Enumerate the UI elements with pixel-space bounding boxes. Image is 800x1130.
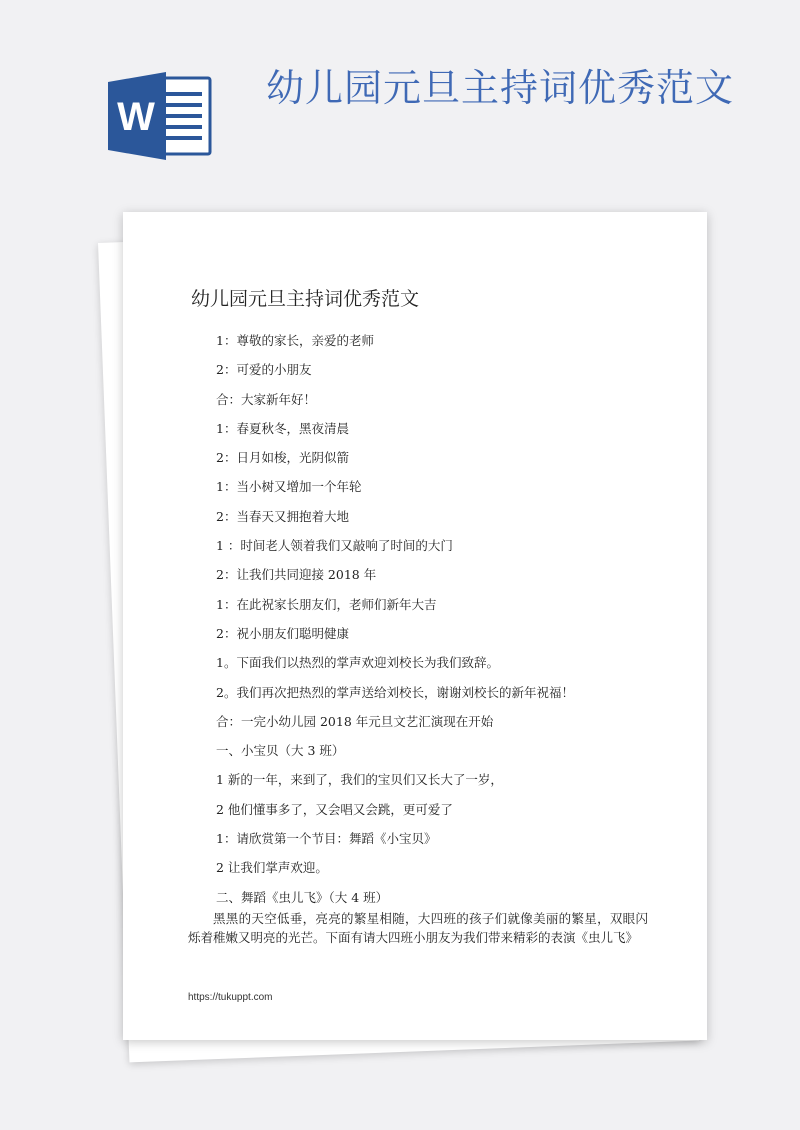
document-line: 1：尊敬的家长，亲爱的老师 <box>216 333 374 348</box>
document-lines <box>216 330 676 916</box>
document-line: 合：一完小幼儿园 2018 年元旦文艺汇演现在开始 <box>216 713 494 729</box>
footer-url[interactable]: https://tukuppt.com <box>188 992 273 1003</box>
document-title: 幼儿园元旦主持词优秀范文 <box>191 288 420 310</box>
document-page <box>123 212 707 1040</box>
document-line: 1。下面我们以热烈的掌声欢迎刘校长为我们致辞。 <box>216 655 499 671</box>
document-line: 2：祝小朋友们聪明健康 <box>216 625 349 641</box>
word-icon <box>108 72 212 160</box>
document-line: 1 新的一年，来到了，我们的宝贝们又长大了一岁， <box>216 772 503 788</box>
document-line: 二、舞蹈《虫儿飞》（大 4 班） <box>216 889 389 905</box>
document-line: 1：请欣赏第一个节目：舞蹈《小宝贝》 <box>216 831 437 847</box>
word-icon-letter: W <box>117 95 155 139</box>
document-line: 2 他们懂事多了，又会唱又会跳，更可爱了 <box>216 801 453 817</box>
document-line: 合：大家新年好！ <box>216 391 317 407</box>
document-line: 1 ：时间老人领着我们又敲响了时间的大门 <box>216 538 453 554</box>
document-line: 1：春夏秋冬，黑夜清晨 <box>216 420 349 436</box>
document-line: 2：当春天又拥抱着大地 <box>216 508 349 524</box>
document-line: 2：日月如梭，光阴似箭 <box>216 450 349 466</box>
document-line: 1：当小树又增加一个年轮 <box>216 479 362 495</box>
document-line: 一、小宝贝（大 3 班） <box>216 743 345 759</box>
banner-title: 幼儿园元旦主持词优秀范文 <box>266 66 735 110</box>
document-line: 2：可爱的小朋友 <box>216 362 312 378</box>
document-paragraph: 黑黑的天空低垂，亮亮的繁星相随，大四班的孩子们就像美丽的繁星，双眼闪烁着稚嫩又明亮的光芒。下面有请大四班小朋友为我们带来精彩的表演《虫儿飞》 <box>188 911 648 945</box>
document-line: 1：在此祝家长朋友们，老师们新年大吉 <box>216 596 437 612</box>
document-line: 2：让我们共同迎接 2018 年 <box>216 567 377 583</box>
document-line: 2。我们再次把热烈的掌声送给刘校长，谢谢刘校长的新年祝福！ <box>216 684 574 700</box>
document-line: 2 让我们掌声欢迎。 <box>216 860 328 876</box>
